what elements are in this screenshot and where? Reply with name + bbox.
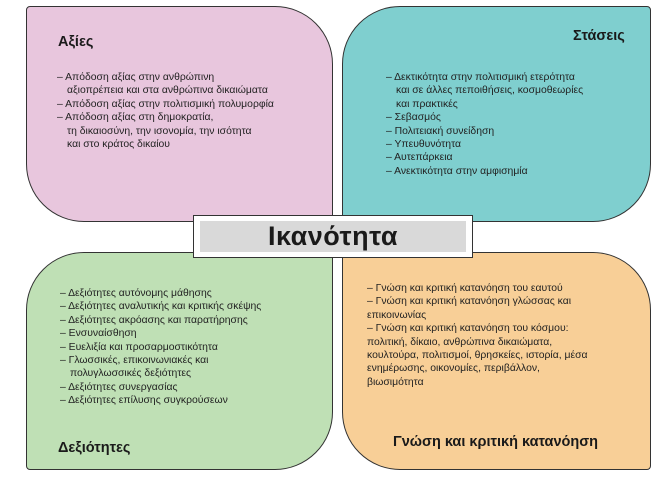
skills-list bbox=[60, 287, 261, 408]
values-item: – Απόδοση αξίας στη δημοκρατία, τη δικαιοσύνη, την ισονομία, την ισότητα και στο κράτος δικαίου bbox=[57, 111, 274, 151]
attitudes-item: – Πολιτειακή συνείδηση bbox=[386, 125, 583, 138]
attitudes-list bbox=[386, 71, 583, 178]
attitudes-item: – Αυτεπάρκεια bbox=[386, 151, 583, 164]
values-title: Αξίες bbox=[58, 34, 94, 50]
attitudes-title: Στάσεις bbox=[573, 28, 625, 44]
skills-item: – Δεξιότητες αυτόνομης μάθησης bbox=[60, 287, 261, 300]
knowledge-item: – Γνώση και κριτική κατανόηση του εαυτού bbox=[367, 282, 588, 295]
attitudes-item: – Σεβασμός bbox=[386, 111, 583, 124]
center-label: Ικανότητα bbox=[268, 221, 398, 251]
knowledge-title: Γνώση και κριτική κατανόηση bbox=[393, 434, 599, 450]
center-label-box bbox=[193, 215, 473, 258]
attitudes-item: – Υπευθυνότητα bbox=[386, 138, 583, 151]
skills-item: – Ενσυναίσθηση bbox=[60, 327, 261, 340]
knowledge-item: – Γνώση και κριτική κατανόηση γλώσσας και επικοινωνίας bbox=[367, 295, 588, 322]
skills-item: – Δεξιότητες ακρόασης και παρατήρησης bbox=[60, 314, 261, 327]
skills-item: – Δεξιότητες συνεργασίας bbox=[60, 381, 261, 394]
skills-item: – Ευελιξία και προσαρμοστικότητα bbox=[60, 341, 261, 354]
attitudes-item: – Ανεκτικότητα στην αμφισημία bbox=[386, 165, 583, 178]
values-list bbox=[57, 71, 274, 151]
skills-item: – Γλωσσικές, επικοινωνιακές και πολυγλωσσικές δεξιότητες bbox=[60, 354, 261, 381]
skills-title: Δεξιότητες bbox=[58, 440, 131, 456]
values-item: – Απόδοση αξίας στην πολιτισμική πολυμορφία bbox=[57, 98, 274, 111]
knowledge-list bbox=[367, 282, 588, 389]
skills-item: – Δεξιότητες επίλυσης συγκρούσεων bbox=[60, 394, 261, 407]
skills-item: – Δεξιότητες αναλυτικής και κριτικής σκέψης bbox=[60, 300, 261, 313]
attitudes-item: – Δεκτικότητα στην πολιτισμική ετερότητα και σε άλλες πεποιθήσεις, κοσμοθεωρίες και πρακτικές bbox=[386, 71, 583, 111]
values-item: – Απόδοση αξίας στην ανθρώπινη αξιοπρέπεια και στα ανθρώπινα δικαιώματα bbox=[57, 71, 274, 98]
knowledge-item: – Γνώση και κριτική κατανόηση του κόσμου: πολιτική, δίκαιο, ανθρώπινα δικαιώματα, κουλτούρα, πολιτισμοί, θρησκείες, ιστορία, μέσα ενημέρωσης, οικονομίες, περιβάλλον, βιωσιμότητα bbox=[367, 322, 588, 389]
